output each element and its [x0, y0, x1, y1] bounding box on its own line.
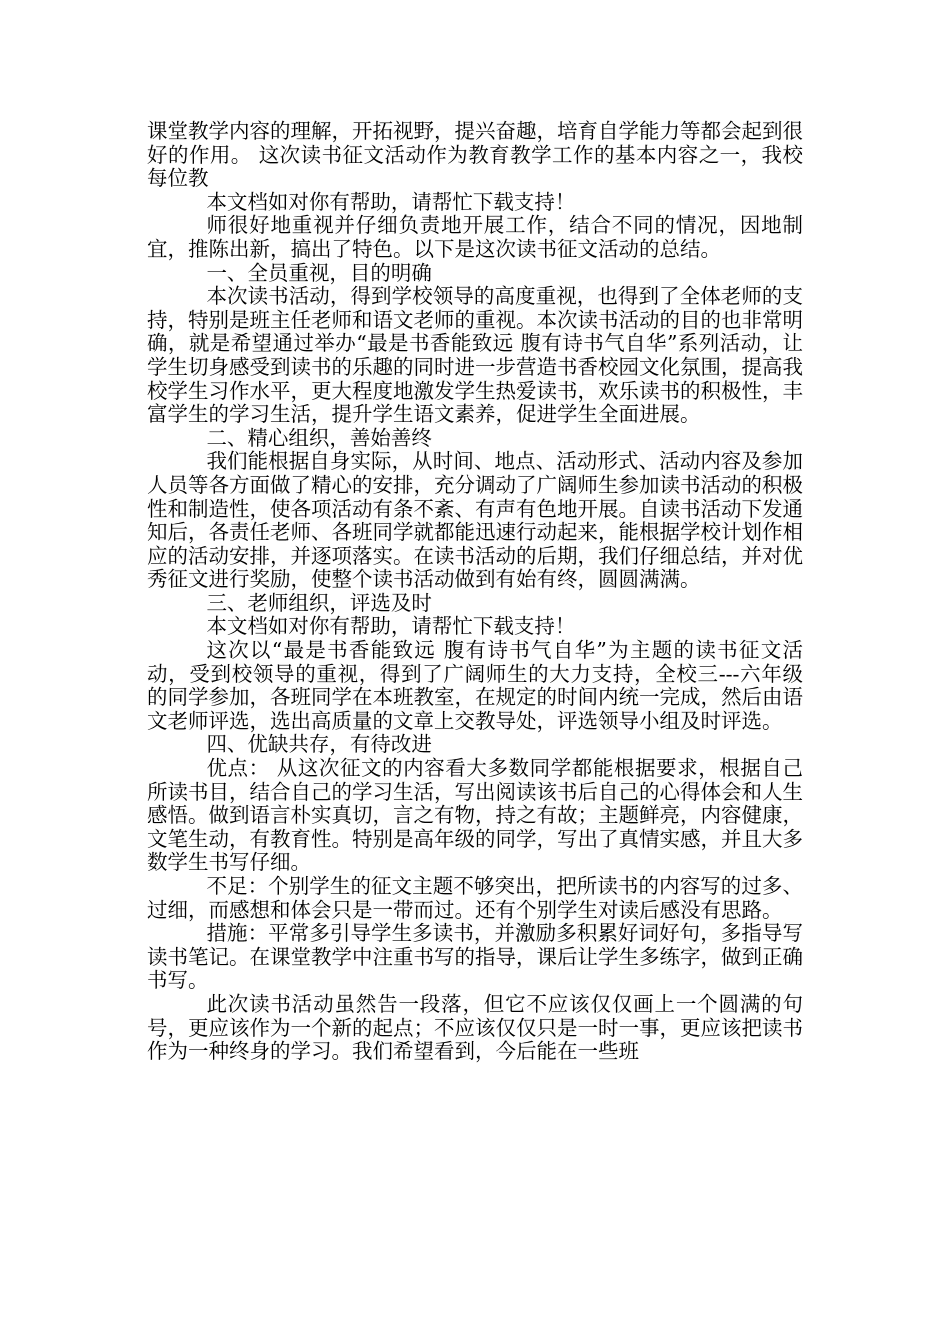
- body-paragraph: 这次以“最是书香能致远 腹有诗书气自华”为主题的读书征文活动，受到校领导的重视，得到了广阔师生的大力支持，全校三---六年级的同学参加，各班同学在本班教室，在规定的时间内统一完成，然后由语文老师评选，选出高质量的文章上交教导处，评选领导小组及时评选。: [147, 638, 803, 733]
- body-paragraph: 本次读书活动，得到学校领导的高度重视，也得到了全体老师的支持，特别是班主任老师和语文老师的重视。本次读书活动的目的也非常明确，就是希望通过举办“最是书香能致远 腹有诗书气自华”系列活动，让学生切身感受到读书的乐趣的同时进一步营造书香校园文化氛围，提高我校学生习作水平，更大程度地激发学生热爱读书，欢乐读书的积极性，丰富学生的学习生活，提升学生语文素养，促进学生全面进展。: [147, 284, 803, 427]
- body-paragraph: 此次读书活动虽然告一段落，但它不应该仅仅画上一个圆满的句号，更应该作为一个新的起点；不应该仅仅只是一时一事，更应该把读书作为一种终身的学习。我们希望看到，今后能在一些班: [147, 991, 803, 1064]
- section-heading: 二、精心组织，善始善终: [206, 425, 432, 450]
- section-heading: 四、优缺共存，有待改进: [206, 732, 432, 757]
- download-notice: 本文档如对你有帮助，请帮忙下载支持！: [206, 189, 576, 214]
- document-page: [147, 120, 803, 1064]
- section-heading: 一、全员重视，目的明确: [206, 260, 432, 285]
- body-paragraph: 优点： 从这次征文的内容看大多数同学都能根据要求，根据自己所读书目，结合自己的学习生活，写出阅读该书后自己的心得体会和人生感悟。做到语言朴实真切，言之有物，持之有故；主题鲜亮，内容健康，文笔生动，有教育性。特别是高年级的同学，写出了真情实感，并且大多数学生书写仔细。: [147, 756, 803, 875]
- download-notice: 本文档如对你有帮助，请帮忙下载支持！: [206, 614, 576, 639]
- body-paragraph: 师很好地重视并仔细负责地开展工作，结合不同的情况，因地制宜，推陈出新，搞出了特色。以下是这次读书征文活动的总结。: [147, 213, 803, 261]
- body-paragraph: 不足：个别学生的征文主题不够突出，把所读书的内容写的过多、过细，而感想和体会只是一带而过。还有个别学生对读后感没有思路。: [147, 874, 803, 922]
- body-paragraph: 课堂教学内容的理解，开拓视野，提兴奋趣，培育自学能力等都会起到很好的作用。 这次读书征文活动作为教育教学工作的基本内容之一，我校每位教: [147, 119, 803, 191]
- section-heading: 三、老师组织，评选及时: [206, 590, 432, 615]
- body-paragraph: 我们能根据自身实际，从时间、地点、活动形式、活动内容及参加人员等各方面做了精心的安排，充分调动了广阔师生参加读书活动的积极性和制造性，使各项活动有条不紊、有声有色地开展。自读书活动下发通知后，各责任老师、各班同学就都能迅速行动起来，能根据学校计划作相应的活动安排，并逐项落实。在读书活动的后期，我们仔细总结，并对优秀征文进行奖励，使整个读书活动做到有始有终，圆圆满满。: [147, 449, 803, 592]
- body-paragraph: 措施：平常多引导学生多读书，并激励多积累好词好句，多指导写读书笔记。在课堂教学中注重书写的指导，课后让学生多练字，做到正确书写。: [147, 921, 803, 993]
